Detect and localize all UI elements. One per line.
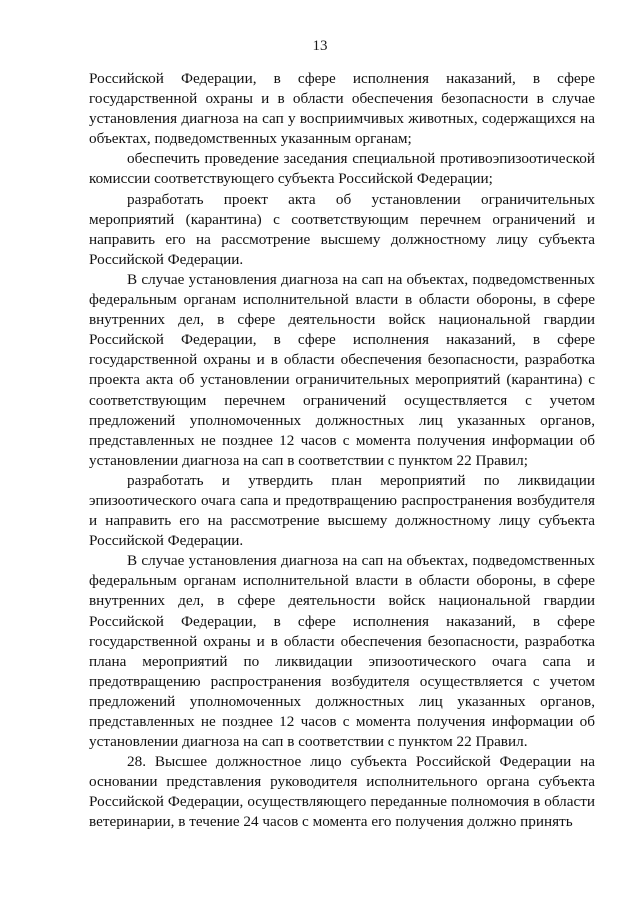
paragraph-6: В случае установления диагноза на сап на объектах, подведомственных федеральным органам исполнительной власти в области обороны, в сфере внутренних дел, в сфере деятельности войск национальной гвардии Российской Федерации, в сфере исполнения наказаний, в сфере государственной охраны и в области обеспечения безопасности, разработка плана мероприятий по ликвидации эпизоотического очага сапа и предотвращению распространения возбудителя осуществляется с учетом предложений уполномоченных должностных лиц указанных органов, представленных не позднее 12 часов с момента получения информации об установлении диагноза на сап в соответствии с пунктом 22 Правил. bbox=[89, 552, 595, 751]
document-body bbox=[89, 69, 595, 833]
paragraph-4: В случае установления диагноза на сап на объектах, подведомственных федеральным органам исполнительной власти в области обороны, в сфере внутренних дел, в сфере деятельности войск национальной гвардии Российской Федерации, в сфере исполнения наказаний, в сфере государственной охраны и в области обеспечения безопасности, разработка проекта акта об установлении ограничительных мероприятий (карантина) с соответствующим перечнем ограничений осуществляется с учетом предложений уполномоченных должностных лиц указанных органов, представленных не позднее 12 часов с момента получения информации об установлении диагноза на сап в соответствии с пунктом 22 Правил; bbox=[89, 270, 595, 469]
paragraph-2: обеспечить проведение заседания специальной противоэпизоотической комиссии соответствующего субъекта Российской Федерации; bbox=[89, 150, 595, 188]
paragraph-3: разработать проект акта об установлении ограничительных мероприятий (карантина) с соответствующим перечнем ограничений и направить его на рассмотрение высшему должностному лицу субъекта Российской Федерации. bbox=[89, 190, 595, 268]
paragraph-5: разработать и утвердить план мероприятий по ликвидации эпизоотического очага сапа и предотвращению распространения возбудителя и направить его на рассмотрение высшему должностному лицу субъекта Российской Федерации. bbox=[89, 471, 595, 550]
paragraph-1: Российской Федерации, в сфере исполнения наказаний, в сфере государственной охраны и в области обеспечения безопасности в случае установления диагноза на сап у восприимчивых животных, содержащихся на объектах, подведомственных указанным органам; bbox=[89, 70, 595, 148]
page-number: 13 bbox=[312, 38, 328, 54]
paragraph-7: 28. Высшее должностное лицо субъекта Российской Федерации на основании представления руководителя исполнительного органа субъекта Российской Федерации, осуществляющего переданные полномочия в области ветеринарии, в течение 24 часов с момента его получения должно принять bbox=[89, 753, 595, 831]
